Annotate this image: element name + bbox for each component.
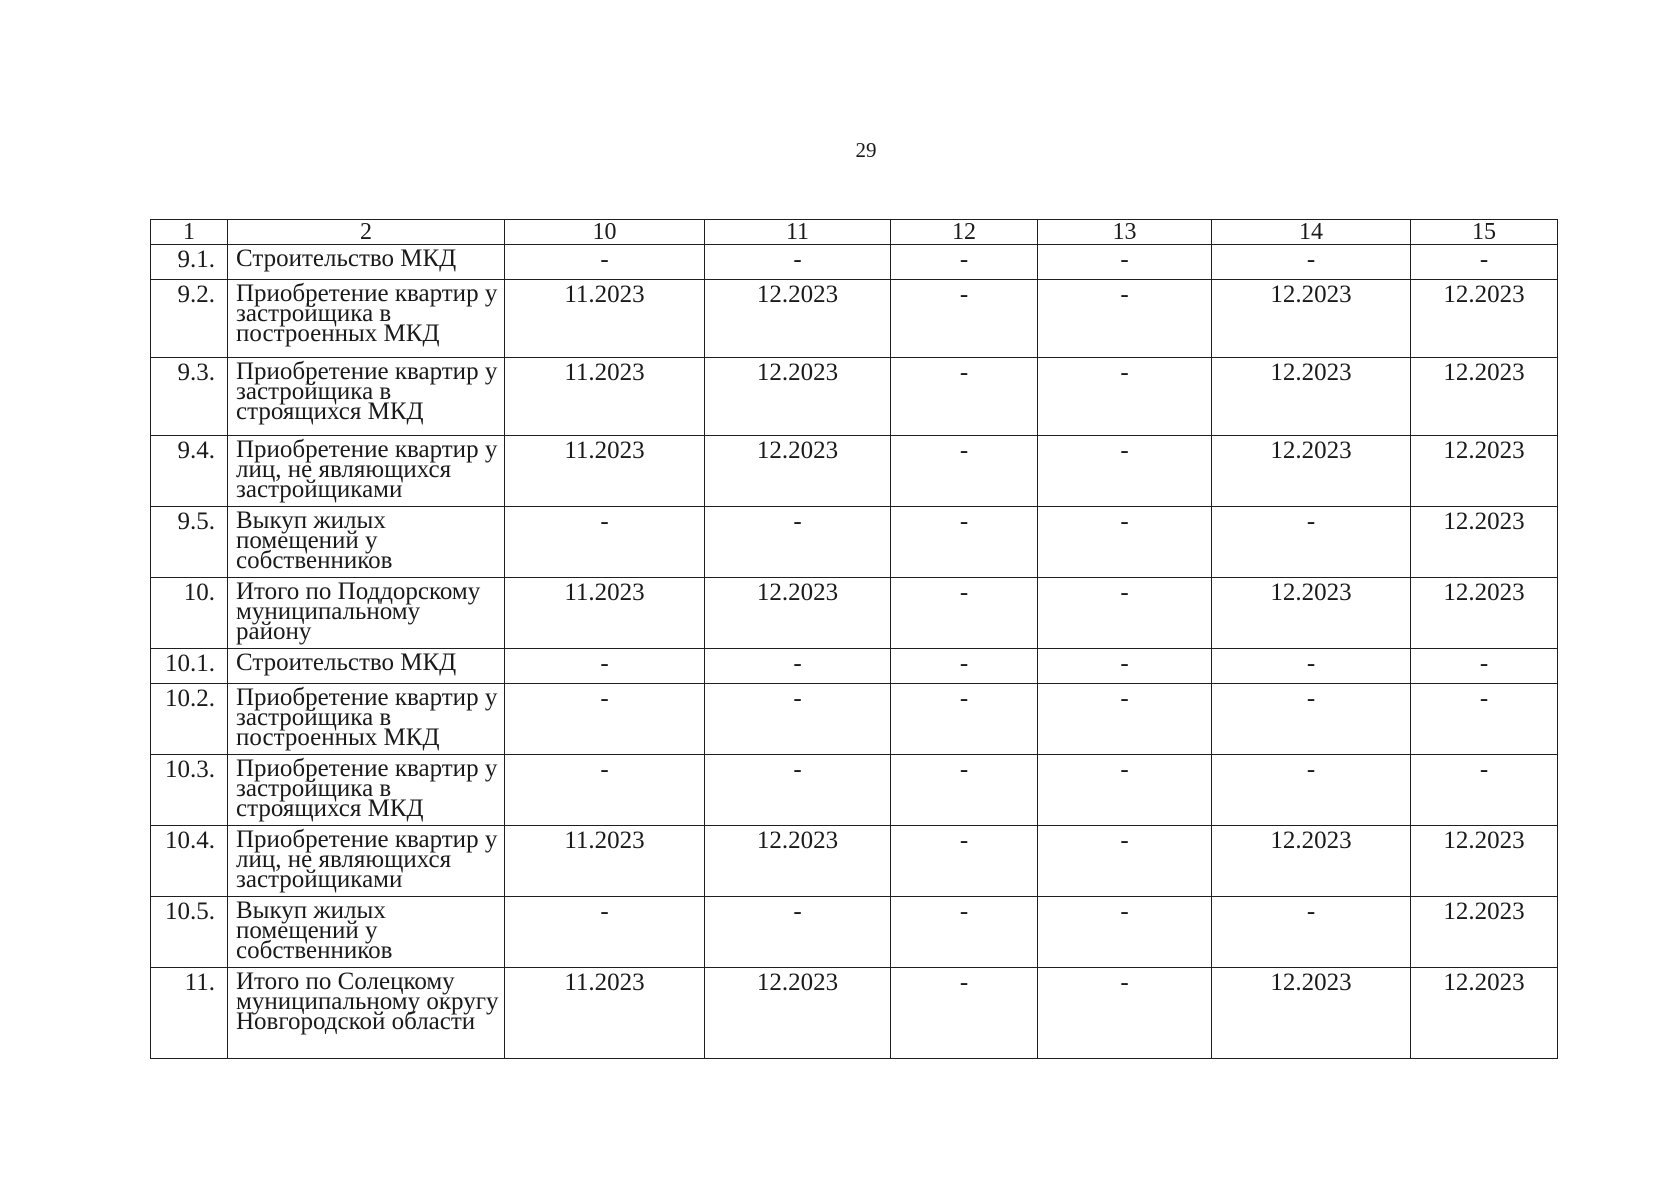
cell-value: - (891, 358, 1038, 436)
cell-value: - (891, 968, 1038, 1059)
row-number: 10.1. (151, 649, 228, 684)
table-row (151, 507, 1558, 578)
cell-value: 12.2023 (1212, 826, 1411, 897)
cell-value: - (1038, 280, 1212, 358)
row-number: 10.5. (151, 897, 228, 968)
row-name: Строительство МКД (228, 649, 505, 684)
row-number: 10.4. (151, 826, 228, 897)
cell-value: 12.2023 (705, 358, 891, 436)
cell-value: - (505, 684, 705, 755)
cell-value: - (705, 684, 891, 755)
cell-value: 11.2023 (505, 968, 705, 1059)
cell-value: - (891, 755, 1038, 826)
column-header: 15 (1411, 220, 1558, 245)
cell-value: - (1212, 245, 1411, 280)
cell-value: - (1038, 245, 1212, 280)
cell-value: 12.2023 (1212, 358, 1411, 436)
cell-value: 12.2023 (1411, 358, 1558, 436)
cell-value: - (705, 507, 891, 578)
cell-value: - (891, 897, 1038, 968)
cell-value: - (1411, 649, 1558, 684)
cell-value: - (891, 649, 1038, 684)
cell-value: - (1038, 968, 1212, 1059)
table-row (151, 684, 1558, 755)
cell-value: 12.2023 (1411, 897, 1558, 968)
cell-value: - (1411, 245, 1558, 280)
cell-value: 12.2023 (705, 826, 891, 897)
cell-value: - (1212, 684, 1411, 755)
cell-value: - (705, 755, 891, 826)
column-header: 11 (705, 220, 891, 245)
cell-value: - (1212, 649, 1411, 684)
cell-value: 11.2023 (505, 358, 705, 436)
cell-value: - (1411, 755, 1558, 826)
cell-value: - (891, 280, 1038, 358)
column-header: 14 (1212, 220, 1411, 245)
cell-value: 12.2023 (1411, 826, 1558, 897)
cell-value: - (1038, 684, 1212, 755)
cell-value: 12.2023 (705, 968, 891, 1059)
column-header: 13 (1038, 220, 1212, 245)
cell-value: - (705, 897, 891, 968)
cell-value: - (505, 245, 705, 280)
schedule-table (150, 219, 1558, 1059)
table-row (151, 436, 1558, 507)
cell-value: 12.2023 (705, 280, 891, 358)
row-number: 9.3. (151, 358, 228, 436)
row-number: 10.3. (151, 755, 228, 826)
table-row (151, 358, 1558, 436)
table-row (151, 280, 1558, 358)
row-number: 9.1. (151, 245, 228, 280)
table-header-row (151, 220, 1558, 245)
cell-value: - (891, 245, 1038, 280)
cell-value: 12.2023 (1212, 436, 1411, 507)
cell-value: - (1038, 358, 1212, 436)
table-row (151, 755, 1558, 826)
row-name: Приобретение квартир у застройщика в строящихся МКД (228, 755, 505, 826)
table-row (151, 968, 1558, 1059)
cell-value: - (705, 245, 891, 280)
cell-value: - (1411, 684, 1558, 755)
cell-value: - (891, 507, 1038, 578)
column-header: 10 (505, 220, 705, 245)
table-row (151, 897, 1558, 968)
cell-value: - (705, 649, 891, 684)
cell-value: 12.2023 (1411, 507, 1558, 578)
cell-value: - (891, 578, 1038, 649)
row-name: Приобретение квартир у застройщика в построенных МКД (228, 684, 505, 755)
cell-value: - (891, 684, 1038, 755)
cell-value: 11.2023 (505, 280, 705, 358)
cell-value: 11.2023 (505, 826, 705, 897)
column-header: 12 (891, 220, 1038, 245)
cell-value: - (1038, 578, 1212, 649)
cell-value: 12.2023 (705, 578, 891, 649)
cell-value: - (1212, 507, 1411, 578)
row-number: 9.2. (151, 280, 228, 358)
row-number: 10.2. (151, 684, 228, 755)
cell-value: - (1038, 897, 1212, 968)
table-row (151, 649, 1558, 684)
row-name: Итого по Поддорскому муниципальному району (228, 578, 505, 649)
cell-value: 12.2023 (1212, 968, 1411, 1059)
cell-value: - (1038, 755, 1212, 826)
cell-value: 12.2023 (1212, 280, 1411, 358)
row-name: Приобретение квартир у застройщика в построенных МКД (228, 280, 505, 358)
cell-value: - (1038, 507, 1212, 578)
cell-value: 12.2023 (1411, 578, 1558, 649)
cell-value: - (1038, 436, 1212, 507)
table-row (151, 578, 1558, 649)
row-number: 11. (151, 968, 228, 1059)
cell-value: 12.2023 (1411, 968, 1558, 1059)
cell-value: 12.2023 (1212, 578, 1411, 649)
column-header: 1 (151, 220, 228, 245)
row-name: Выкуп жилых помещений у собственников (228, 507, 505, 578)
cell-value: - (505, 649, 705, 684)
cell-value: - (891, 826, 1038, 897)
cell-value: - (891, 436, 1038, 507)
cell-value: - (1038, 649, 1212, 684)
row-number: 9.5. (151, 507, 228, 578)
row-name: Выкуп жилых помещений у собственников (228, 897, 505, 968)
row-name: Итого по Солецкому муниципальному округу Новгородской области (228, 968, 505, 1059)
cell-value: - (505, 507, 705, 578)
row-name: Приобретение квартир у лиц, не являющихся застройщиками (228, 826, 505, 897)
column-header: 2 (228, 220, 505, 245)
cell-value: - (505, 755, 705, 826)
schedule-table-container (150, 219, 1558, 1059)
table-row (151, 826, 1558, 897)
row-name: Приобретение квартир у лиц, не являющихся застройщиками (228, 436, 505, 507)
row-name: Строительство МКД (228, 245, 505, 280)
cell-value: - (1212, 897, 1411, 968)
cell-value: 11.2023 (505, 436, 705, 507)
cell-value: - (505, 897, 705, 968)
cell-value: 12.2023 (1411, 436, 1558, 507)
cell-value: - (1038, 826, 1212, 897)
row-number: 9.4. (151, 436, 228, 507)
row-name: Приобретение квартир у застройщика в строящихся МКД (228, 358, 505, 436)
table-row (151, 245, 1558, 280)
cell-value: 11.2023 (505, 578, 705, 649)
cell-value: 12.2023 (705, 436, 891, 507)
cell-value: 12.2023 (1411, 280, 1558, 358)
row-number: 10. (151, 578, 228, 649)
page-number: 29 (855, 138, 877, 162)
cell-value: - (1212, 755, 1411, 826)
